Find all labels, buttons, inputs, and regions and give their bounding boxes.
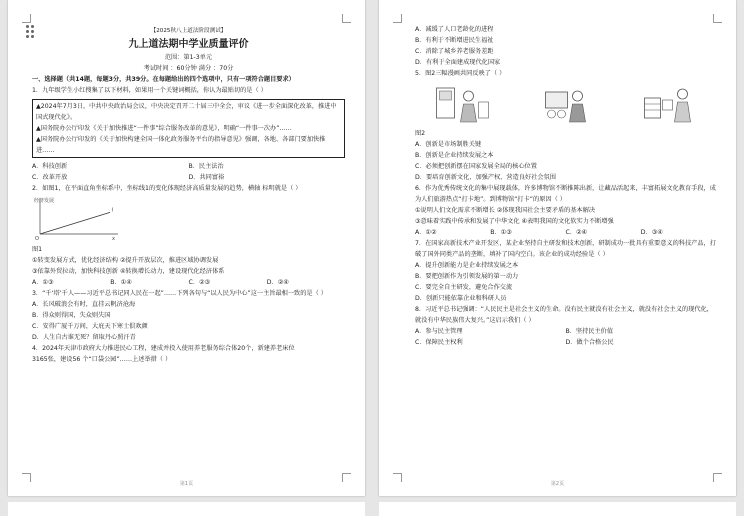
figure-1-chart: [32, 194, 122, 240]
option: D．③④: [640, 229, 663, 236]
question-8-options: [415, 337, 716, 348]
figure-2-cartoons: [415, 82, 716, 126]
option: D．共同富裕: [188, 174, 225, 181]
page-2: [379, 0, 736, 496]
page-corner-mark: [713, 14, 722, 23]
y-axis-label: 经济发展: [34, 198, 55, 204]
question-6: 6．作为优秀传统文化的集中展现载体，许多博物馆不断推陈出新，让藏品活起来，丰富拓展文化教育手段，成为人们旅游热点“打卡地”。到博物馆“打卡”的原因（ ）: [415, 185, 716, 203]
cartoon-image: [415, 82, 510, 126]
option: C．安得广厦千万间，大庇天下寒士俱欢颜: [32, 323, 148, 330]
option: B．民主法治: [188, 163, 224, 170]
material-item: ▲国务院办公厅印发的《关于加快构建全国一体化政务服务平台的指导意见》强调，各地、各部门要加快推进……: [36, 136, 326, 154]
question-2-options: [32, 277, 345, 288]
page-footer: 第2页: [550, 481, 565, 487]
option: C．要完全自主研发，避免合作交流: [415, 284, 513, 291]
option: D．有利于全面建成现代化国家: [415, 59, 501, 66]
option: A．长风破浪会有时，直挂云帆济沧海: [32, 301, 136, 308]
page-1: [8, 0, 365, 496]
option: C．②④: [565, 229, 588, 236]
option: A．①③: [32, 279, 54, 286]
option: C．改革开放: [32, 174, 68, 181]
section-heading: 一、选择题（共14题，每题3分，共39分。在每题给出的四个选项中，只有一项符合题目要求）: [32, 76, 295, 83]
page-2-content: [415, 24, 716, 348]
option: A．减缓了人口老龄化的进程: [415, 26, 494, 33]
exam-title: 九上道法期中学业质量评价: [128, 39, 249, 50]
option: D．要培育创新文化，加强产权、营造良好社会氛围: [415, 174, 556, 181]
question-1: 1．九年级学生小红搜集了以下材料，如果用一个关键词概括，你认为最贴切的是（ ）: [32, 87, 267, 94]
option: B．要把创新作为引领发展的第一动力: [415, 273, 519, 280]
question-4-continued: 3165张，建设56 个“口袋公园”……上述举措（ ）: [32, 356, 172, 363]
question-4: 4．2024年天津市政府大力推进民心工程，建成并投入使用养老服务综合体20个，新建养老床位: [32, 345, 295, 352]
option: B．①④: [110, 279, 132, 286]
next-page-1-edge: [8, 502, 365, 516]
question-1-options: [32, 172, 345, 183]
question-7: 7．在国家高新技术产业开发区，某企业坚持自主研发和技术创新，研制成功一批具有重要意义的科技产品，打破了国外同类产品的垄断，填补了国内空白。该企业的成功经验是（ ）: [415, 240, 716, 258]
option: A．提升创新能力是企业持续发展之本: [415, 262, 519, 269]
option: C．②③: [188, 279, 211, 286]
option: C．消除了城乡养老服务差距: [415, 48, 494, 55]
next-page-2-edge: [379, 502, 736, 516]
question-8-options: [415, 326, 716, 337]
question-6-options: [415, 227, 716, 238]
option: D．创新只能依靠企业和科研人员: [415, 295, 507, 302]
option: B．创新是企业持续发展之本: [415, 152, 494, 159]
exam-meta: 考试时间 ：60分钟 满分 ：70分: [143, 65, 234, 72]
option: A．参与民主管理: [415, 328, 463, 335]
series-line: [40, 212, 110, 234]
option: B．坚持民主价值: [565, 328, 614, 335]
page-corner-mark: [22, 14, 31, 23]
option: A．科技创新: [32, 163, 68, 170]
material-item: ▲2024年7月3日，中共中央政治局会议，中央决定召开二十届三中全会，审议《进一步全面深化改革，推进中国式现代化》。: [36, 103, 337, 121]
option: C．必须把创新摆在国家发展全局的核心位置: [415, 163, 537, 170]
page-1-content: [32, 26, 345, 365]
page-corner-mark: [393, 14, 402, 23]
question-3: 3．“千‘塔’千人——习近平总书记同人民在一起”……下列各句与“以人民为中心”这一主旨最相一致的是（ ）: [32, 290, 327, 297]
material-item: ▲国务院办公厅印发《关于加快推进“一件事”综合服务改革的意见》，明确“一件事一次办”……: [36, 125, 292, 132]
question-1-options: [32, 161, 345, 172]
option: A．①②: [415, 229, 437, 236]
origin-label: O: [35, 236, 39, 240]
material-box: [32, 99, 345, 158]
x-axis-label: x: [112, 236, 115, 240]
option: D．人生自古谁无死？留取丹心照汗青: [32, 334, 136, 341]
question-5: 5．图2三幅漫画共同反映了（ ）: [415, 70, 506, 77]
series-label: l: [112, 207, 114, 214]
page-corner-mark: [342, 14, 351, 23]
exam-scope: 范围：第1-3单元: [164, 54, 213, 61]
question-2-item: ③依靠外贸拉动，加快科技创新 ④转换增长动力，建设现代化经济体系: [32, 268, 225, 275]
question-2: 2．如图1，在平面直角坐标系中，坐标线1的变化体现经济高质量发展的趋势，横轴 标明就是（ ）: [32, 185, 302, 192]
option: B．①③: [490, 229, 512, 236]
option: A．创新是市场制胜关键: [415, 141, 482, 148]
option: D．②④: [266, 279, 289, 286]
page-footer: 第1页: [179, 481, 194, 487]
cartoon-image: [621, 82, 716, 126]
figure-1-caption: 图1: [32, 246, 43, 253]
figure-2-caption: 图2: [415, 130, 426, 137]
question-6-item: ①说明人们文化需求不断增长 ②体现我国社会主要矛盾的基本解决: [415, 207, 596, 214]
option: B．有利于不断增进民生福祉: [415, 37, 494, 44]
exam-tag: 【2025秋八上道法阶段测试】: [150, 28, 227, 34]
option: C．保障民主权利: [415, 339, 463, 346]
question-6-item: ③意味着实践中传承和发展了中华文化 ④表明我国的文化软实力不断增强: [415, 218, 614, 225]
question-2-item: ①转变发展方式，优化经济结构 ②提升开放层次，推进区域协调发展: [32, 257, 219, 264]
question-8: 8．习近平总书记强调：“人民民主是社会主义的生命。没有民主就没有社会主义，就没有社会主义的现代化，就没有中华民族伟大复兴。”这启示我们（ ）: [415, 306, 713, 324]
option: D．做个合格公民: [565, 339, 614, 346]
option: B．得众则得国，失众则失国: [32, 312, 111, 319]
cartoon-image: [518, 82, 613, 126]
